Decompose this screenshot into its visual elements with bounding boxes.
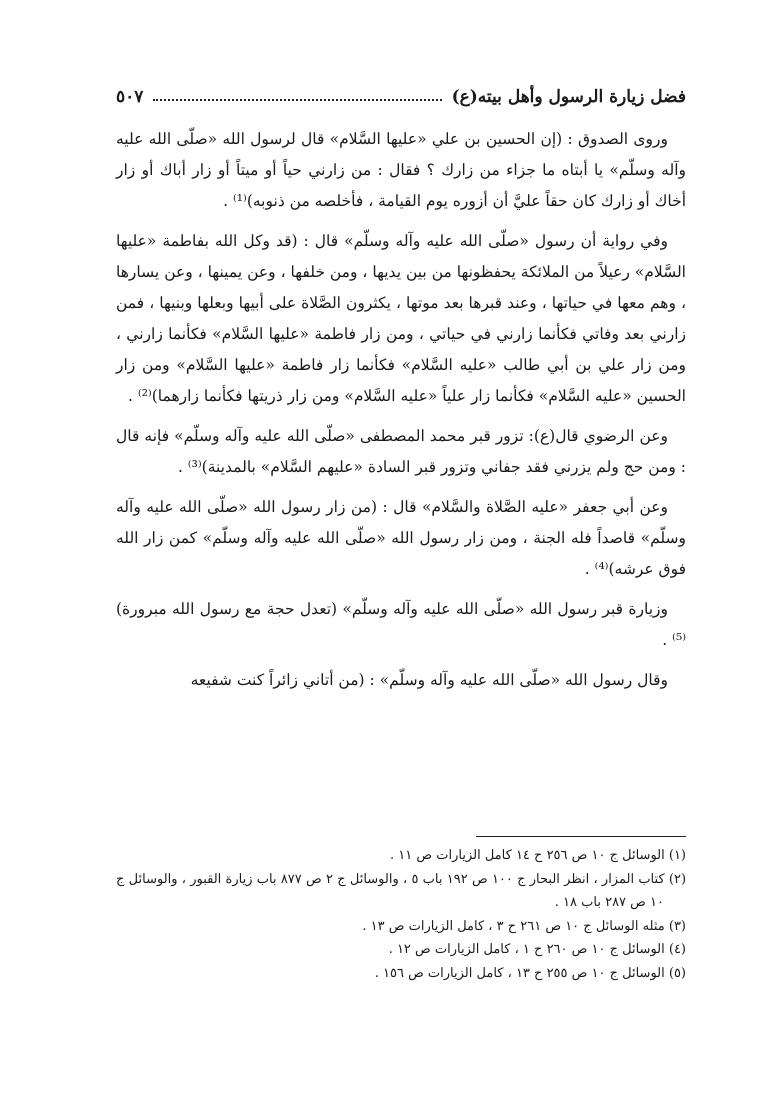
chapter-title: فضل زيارة الرسول وأهل بيته(ع) bbox=[451, 87, 686, 107]
footnote: (٤) الوسائل ج ١٠ ص ٢٦٠ ح ١ ، كامل الزيارات ص ١٢ . bbox=[388, 942, 686, 957]
footnote: (١) الوسائل ج ١٠ ص ٢٥٦ ح ١٤ كامل الزيارات ص ١١ . bbox=[390, 848, 686, 863]
paragraph: وقال رسول الله «صلّى الله عليه وآله وسلّم» : (من أتاني زائراً كنت شفيعه bbox=[190, 671, 668, 689]
footnote: (٢) كتاب المزار ، انظر البحار ج ١٠٠ ص ١٩٢ باب ٥ ، والوسائل ج ٢ ص ٨٧٧ باب زيارة القبور ، والوسائل ج ١٠ ص ٢٨٧ باب ١٨ . bbox=[116, 871, 687, 910]
footnote: (٣) مثله الوسائل ج ١٠ ص ٢٦١ ح ٣ ، كامل الزيارات ص ١٣ . bbox=[362, 918, 686, 934]
paragraph: وزيارة قبر رسول الله «صلّى الله عليه وآله وسلّم» (تعدل حجة مع رسول الله مبرورة)⁽⁵⁾ . bbox=[116, 600, 686, 649]
footnote-divider bbox=[476, 836, 686, 837]
main-text bbox=[116, 124, 686, 705]
leader-dots bbox=[153, 99, 441, 101]
footnote: (٥) الوسائل ج ١٠ ص ٢٥٥ ح ١٣ ، كامل الزيارات ص ١٥٦ . bbox=[374, 965, 686, 981]
paragraph: وفي رواية أن رسول «صلّى الله عليه وآله وسلّم» قال : (قد وكل الله بفاطمة «عليها السَّلام» رعيلاً من الملائكة يحفظونها من بين يديها ، ومن خلفها ، وعن يمينها ، وعن يسارها ، وهم معها في حياتها ، وعند قبرها بعد موتها ، يكثرون الصَّلاة على أبيها وبعلها وبنيها ، فمن زارني بعد وفاتي فكأنما زارني في حياتي ، ومن زار فاطمة «عليها السَّلام» فكأنما زارني ، ومن زار علي بن أبي طالب «عليه السَّلام» فكأنما زار فاطمة «عليها السَّلام» ومن زار الحسين «عليه السَّلام» فكأنما زار علياً «عليه السَّلام» ومن زار ذريتها فكأنما زارهما)⁽²⁾ . bbox=[116, 232, 686, 405]
page-number: ٥٠٧ bbox=[116, 87, 144, 107]
running-header bbox=[116, 82, 686, 112]
paragraph: وعن الرضوي قال(ع): تزور قبر محمد المصطفى «صلّى الله عليه وآله وسلّم» فإنه قال : ومن حج ولم يزرني فقد جفاني وتزور قبر السادة «عليهم السَّلام» بالمدينة)⁽³⁾ . bbox=[116, 427, 686, 476]
paragraph: وروى الصدوق : (إن الحسين بن علي «عليها السَّلام» قال لرسول الله «صلّى الله عليه وآله وسلّم» يا أبتاه ما جزاء من زارك ؟ فقال : من زارني حياً أو ميتاً أو زار أباك أو زار أخاك أو زارك كان حقاً عليَّ أن أزوره يوم القيامة ، فأخلصه من ذنوبه)⁽¹⁾ . bbox=[116, 130, 686, 210]
footnotes bbox=[116, 844, 686, 985]
paragraph: وعن أبي جعفر «عليه الصَّلاة والسَّلام» قال : (من زار رسول الله «صلّى الله عليه وآله وسلّم» قاصداً فله الجنة ، ومن زار رسول الله «صلّى الله عليه وآله وسلّم» كمن زار الله فوق عرشه)⁽⁴⁾ . bbox=[116, 498, 686, 578]
